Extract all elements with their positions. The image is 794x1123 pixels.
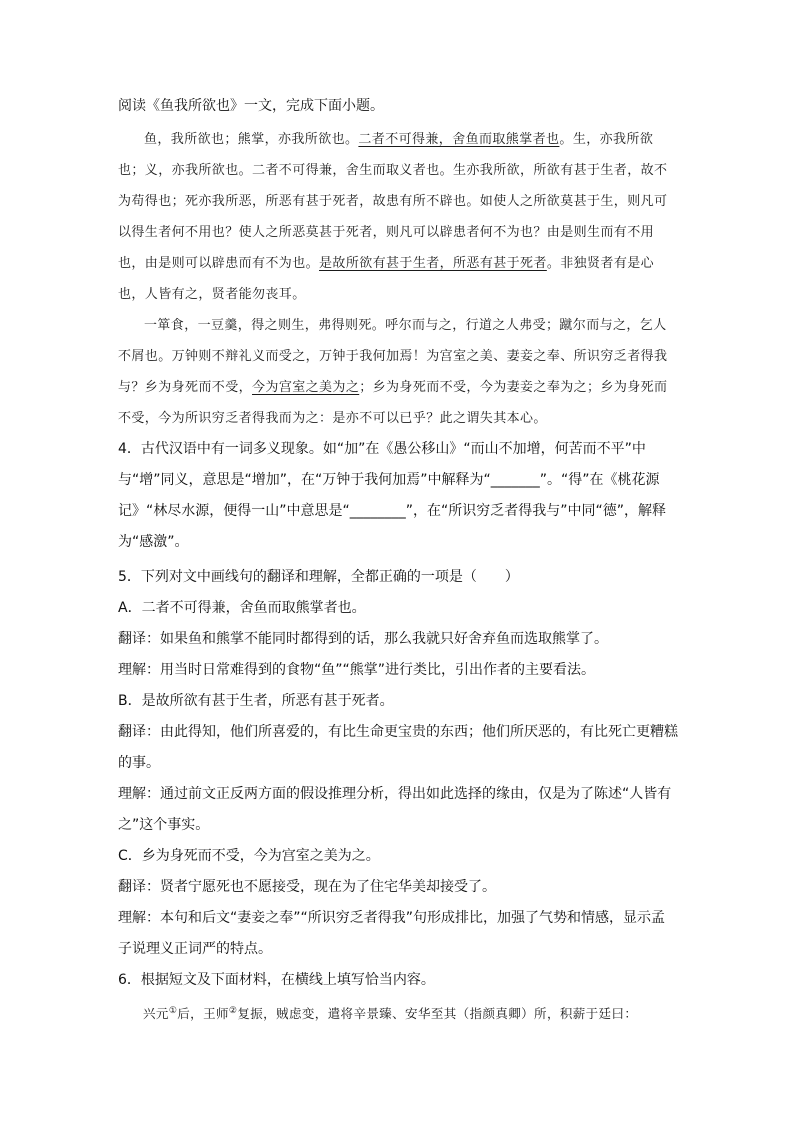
underlined-sentence-a: 二者不可得兼，舍鱼而取熊掌者也	[358, 132, 560, 147]
question-4: 4．古代汉语中有一词多义现象。如“加”在《愚公移山》“而山不加增，何苦而不平”中与“增”同义，意思是“增加”，在“万钟于我何加焉”中解释为“_______”。“得”在《桃花源记》“林尽水源，便得一山”中意思是“________”，在“所识穷乏者得我与”中同“德”，解释为“感激”。	[118, 441, 667, 550]
passage-segment: 。生，亦我所欲也；义，亦我所欲也。二者不可得兼，舍生而取义者也。生亦我所欲，所欲有甚于生者，故不为苟得也；死亦我所恶，所恶有甚于死者，故患有所不辟也。如使人之所欲莫甚于生，则凡可以得生者何不用也？使人之所恶莫甚于死者，则凡可以辟患者何不为也？由是则生而有不用也，由是则可以辟患而有不为也。	[118, 132, 668, 271]
option-a-translation: 翻译：如果鱼和熊掌不能同时都得到的话，那么我就只好舍弃鱼而选取熊掌了。	[118, 631, 608, 647]
option-a-understanding: 理解：用当时日常难得到的食物“鱼”“熊掌”进行类比，引出作者的主要看法。	[118, 662, 596, 678]
passage-segment: 一箪食，一豆羹，得之则生，弗得则死。呼尔而与之，行道之人弗受；蹴尔而与之，乞人不屑也。万钟则不辩礼义而受之，万钟于我何加焉！为宫室之美、妻妾之奉、所识穷乏者得我与？乡为身死而不受，	[118, 318, 668, 395]
option-a: A．二者不可得兼，舍鱼而取熊掌者也。	[118, 600, 366, 616]
passage-segment: 。非独贤者有是心也，人皆有之，贤者能勿丧耳。	[118, 256, 655, 302]
question-6-stem: 6．根据短文及下面材料，在横线上填写恰当内容。	[118, 972, 435, 988]
passage-segment: ；乡为身死而不受，今为妻妾之奉为之；乡为身死而不受，今为所识穷乏者得我而为之：是亦不可以已乎？此之谓失其本心。	[118, 380, 668, 426]
document-page	[118, 96, 678, 1029]
underlined-sentence-c: 今为宫室之美为之	[252, 380, 360, 395]
intro-line: 阅读《鱼我所欲也》一文，完成下面小题。	[118, 98, 384, 114]
question-5-stem: 5．下列对文中画线句的翻译和理解，全都正确的一项是（ ）	[118, 569, 519, 585]
option-c-understanding: 理解：本句和后文“妻妾之奉”“所识穷乏者得我”句形成排比，加强了气势和情感，显示孟子说理义正词严的特点。	[118, 910, 666, 957]
option-c: C．乡为身死而不受，今为宫室之美为之。	[118, 848, 380, 864]
material-segment: 后，王师	[177, 1006, 229, 1022]
underlined-sentence-b: 是故所欲有甚于生者，所恶有甚于死者	[319, 256, 547, 271]
question-6-material	[118, 996, 678, 1029]
option-b-understanding: 理解：通过前文正反两方面的假设推理分析，得出如此选择的缘由，仅是为了陈述“人皆有之”这个事实。	[118, 786, 672, 833]
passage-paragraph-2	[118, 310, 678, 434]
option-c-translation: 翻译：贤者宁愿死也不愿接受，现在为了住宅华美却接受了。	[118, 879, 496, 895]
footnote-marker: ①	[168, 1006, 178, 1016]
passage-paragraph-1	[118, 124, 678, 310]
option-b-translation: 翻译：由此得知，他们所喜爱的，有比生命更宝贵的东西；他们所厌恶的，有比死亡更糟糕的事。	[118, 724, 678, 771]
footnote-marker: ②	[228, 1006, 238, 1016]
material-segment: 兴元	[143, 1006, 169, 1022]
passage-segment: 鱼，我所欲也；熊掌，亦我所欲也。	[144, 132, 359, 147]
option-b: B．是故所欲有甚于生者，所恶有甚于死者。	[118, 693, 394, 709]
material-segment: 复振，贼虑变，遣将辛景臻、安华至其（指颜真卿）所，积薪于廷曰：	[237, 1006, 638, 1022]
